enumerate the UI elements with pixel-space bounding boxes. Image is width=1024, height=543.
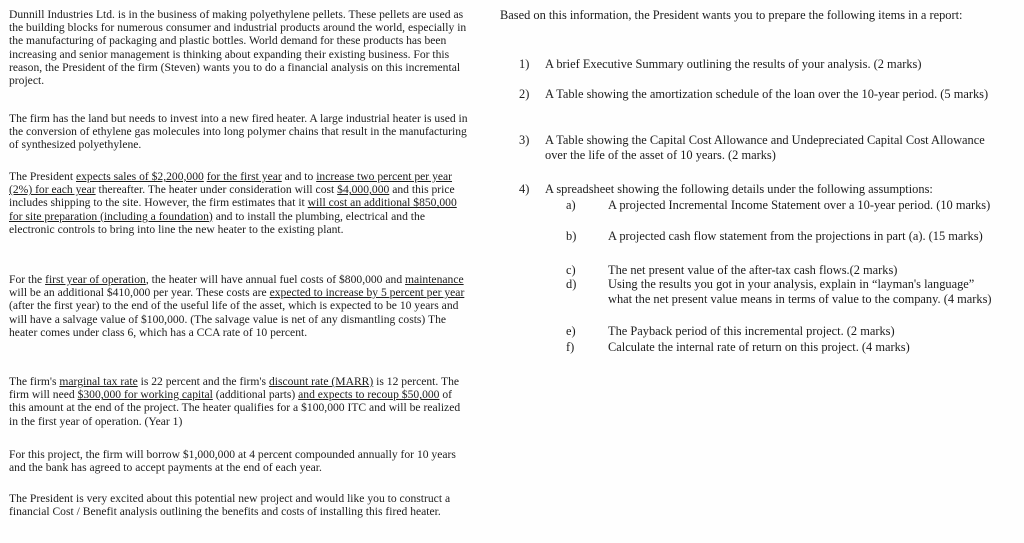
sub-letter: a)	[566, 198, 576, 212]
paragraph-loan: For this project, the firm will borrow $1,000,000 at 4 percent compounded annually for 10 years and the bank has agreed to accept payments at the end of each year.	[9, 448, 456, 475]
sub-letter: c)	[566, 263, 576, 277]
item-number: 2)	[519, 87, 530, 101]
paragraph-company-intro: Dunnill Industries Ltd. is in the business of making polyethylene pellets. These pellets are used as the building blocks for numerous consumer and industrial products around the world, especially in the manufacturing of packaging and plastic bottles. World demand for these products has been increasing and senior management is thinking about expanding their existing business. For this reason, the President of the firm (Steven) wants you to do a financial analysis on this incremental project.	[9, 8, 467, 88]
sub-text: A projected Incremental Income Statement over a 10-year period. (10 marks)	[608, 198, 991, 212]
paragraph-operating-costs: For the first year of operation, the heater will have annual fuel costs of $800,000 and maintenance will be an additional $410,000 per year. These costs are expected to increase by 5 percent per year (after the first year) to the end of the useful life of the asset, which is expected to be 10 years and will have a salvage value of $100,000. (The salvage value is net of any dismantling costs) The heater comes under class 6, which has a CCA rate of 10 percent.	[9, 273, 465, 339]
sub-letter: e)	[566, 324, 576, 338]
item-number: 4)	[519, 182, 530, 196]
sub-text: Calculate the internal rate of return on this project. (4 marks)	[608, 340, 910, 354]
sub-text: A projected cash flow statement from the projections in part (a). (15 marks)	[608, 229, 983, 243]
sub-letter: f)	[566, 340, 575, 354]
item-text: A Table showing the Capital Cost Allowance and Undepreciated Capital Cost Allowance over the life of the asset of 10 years. (2 marks)	[545, 133, 985, 162]
item-text: A brief Executive Summary outlining the results of your analysis. (2 marks)	[545, 57, 922, 71]
sub-letter: b)	[566, 229, 577, 243]
item-number: 1)	[519, 57, 530, 71]
paragraph-sales-and-cost: The President expects sales of $2,200,000 for the first year and to increase two percent per year (2%) for each year thereafter. The heater under consideration will cost $4,000,000 and this price includes shipping to the site. However, the firm estimates that it will cost an additional $850,000 for site preparation (including a foundation) and to install the plumbing, electrical and the electronic controls to bring into line the new heater to the existing plant.	[9, 170, 457, 236]
sub-text: The net present value of the after-tax cash flows.(2 marks)	[608, 263, 898, 277]
paragraph-closing: The President is very excited about this potential new project and would like you to construct a financial Cost / Benefit analysis outlining the benefits and costs of installing this fired heater.	[9, 492, 451, 519]
item-number: 3)	[519, 133, 530, 147]
paragraph-heater-need: The firm has the land but needs to invest into a new fired heater. A large industrial heater is used in the conversion of ethylene gas molecules into long polymer chains that result in the manufacturing of synthesized polyethylene.	[9, 112, 468, 152]
sub-text: The Payback period of this incremental project. (2 marks)	[608, 324, 895, 338]
requirements-intro: Based on this information, the President wants you to prepare the following items in a report:	[500, 8, 963, 22]
sub-letter: d)	[566, 277, 577, 291]
item-text: A Table showing the amortization schedule of the loan over the 10-year period. (5 marks)	[545, 87, 989, 101]
sub-text: Using the results you got in your analysis, explain in “layman's language” what the net present value means in terms of value to the company. (4 marks)	[608, 277, 992, 306]
paragraph-tax-and-capital: The firm's marginal tax rate is 22 percent and the firm's discount rate (MARR) is 12 percent. The firm will need $300,000 for working capital (additional parts) and expects to recoup $50,000 of this amount at the end of the project. The heater qualifies for a $100,000 ITC and will be realized in the first year of operation. (Year 1)	[9, 375, 461, 428]
item-text: A spreadsheet showing the following details under the following assumptions:	[545, 182, 933, 196]
